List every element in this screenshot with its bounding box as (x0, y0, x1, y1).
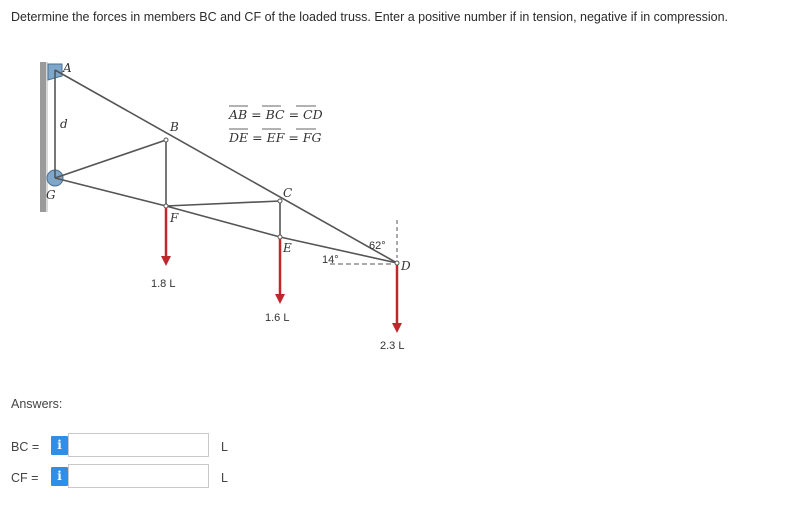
label-g: G (46, 188, 56, 202)
equation-bottom-chord: DE = EF = FG (229, 130, 322, 145)
angle-62: 62° (369, 240, 386, 252)
equation-top-chord: AB = BC = CD (229, 107, 323, 122)
label-d: D (401, 259, 411, 273)
label-b: B (170, 120, 179, 134)
load-d-label: 2.3 L (380, 340, 405, 352)
cf-answer-input[interactable] (68, 464, 209, 488)
info-icon[interactable]: i (51, 436, 68, 455)
label-c: C (283, 186, 293, 200)
answer-row-bc (0, 433, 791, 461)
label-a: A (63, 61, 72, 75)
answer-unit-bc: L (221, 440, 228, 454)
answer-label-cf: CF = (11, 471, 39, 485)
info-icon[interactable]: i (51, 467, 68, 486)
bc-answer-input[interactable] (68, 433, 209, 457)
question-text: Determine the forces in members BC and CF of the loaded truss. Enter a positive number if in tension, negative if in compression. (11, 10, 729, 24)
label-d-dim: d (60, 117, 68, 131)
answers-heading: Answers: (11, 397, 63, 411)
load-e-label: 1.6 L (265, 312, 290, 324)
label-f: F (170, 211, 179, 225)
angle-14: 14° (322, 254, 339, 266)
label-e: E (283, 241, 292, 255)
answer-label-bc: BC = (11, 440, 40, 454)
load-f-label: 1.8 L (151, 278, 176, 290)
answer-unit-cf: L (221, 471, 228, 485)
truss-members (55, 70, 397, 263)
answer-row-cf (0, 464, 791, 492)
